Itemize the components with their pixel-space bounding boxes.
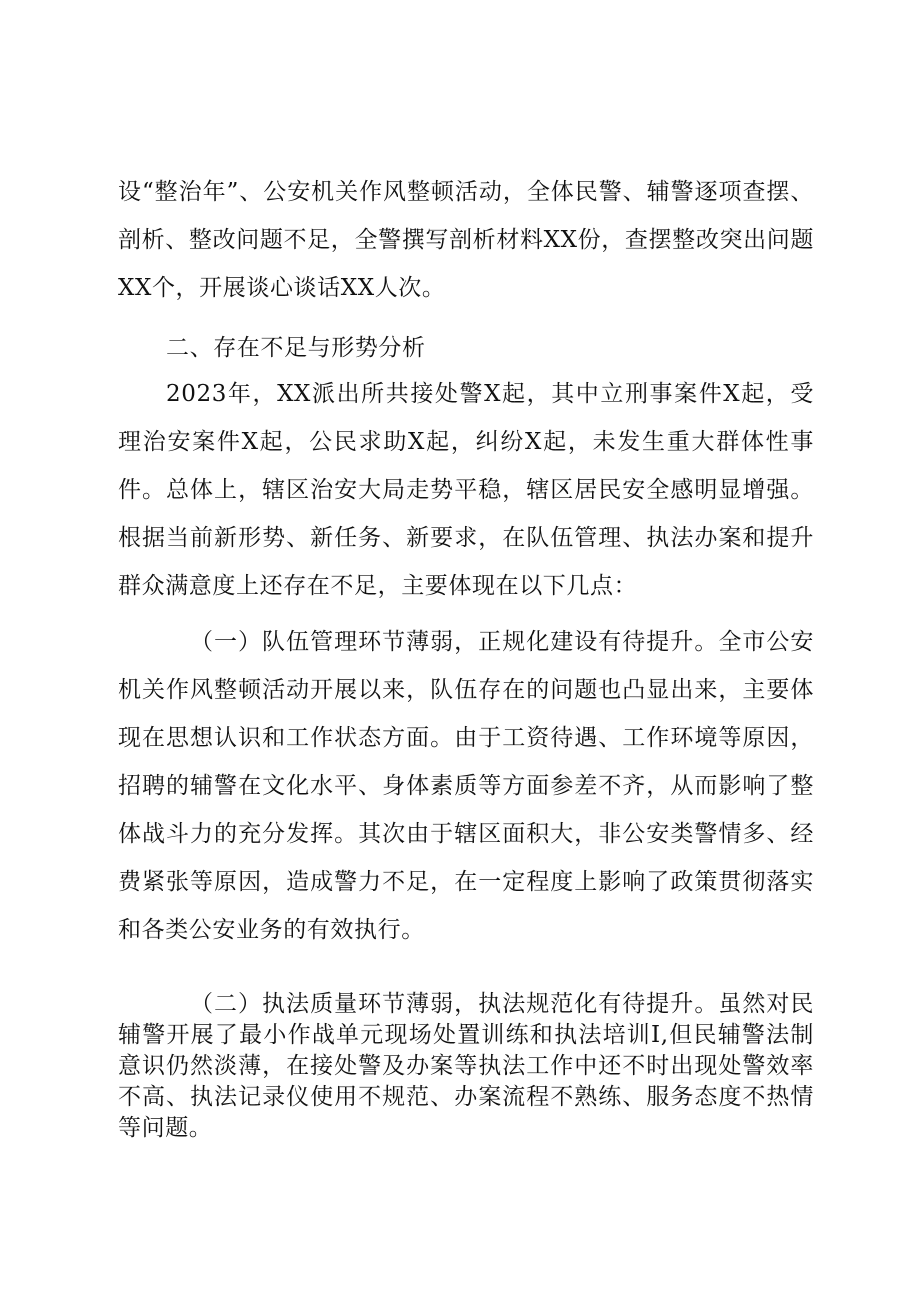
paragraph-law-enforcement-quality: （二）执法质量环节薄弱，执法规范化有待提升。虽然对民辅警开展了最小作战单元现场处置训练和执法培训I,但民辅警法制意识仍然淡薄，在接处警及办案等执法工作中还不时出现处警效率不高、执法记录仪使用不规范、办案流程不熟练、服务态度不热情等问题。 [118,991,814,1141]
paragraph-team-management: （一）队伍管理环节薄弱，正规化建设有待提升。全市公安机关作风整顿活动开展以来，队伍存在的问题也凸显出来，主要体现在思想认识和工作状态方面。由于工资待遇、工作环境等原因，招聘的辅警在文化水平、身体素质等方面参差不齐，从而影响了整体战斗力的充分发挥。其次由于辖区面积大，非公安类警情多、经费紧张等原因，造成警力不足，在一定程度上影响了政策贯彻落实和各类公安业务的有效执行。 [118,629,814,943]
section-heading: 二、存在不足与形势分析 [166,335,426,361]
paragraph-continuation: 设“整治年”、公安机关作风整顿活动，全体民警、辅警逐项查摆、剖析、整改问题不足，全警撰写剖析材料XX份，查摆整改突出问题XX个，开展谈心谈话XX人次。 [118,179,814,301]
paragraph-situation-overview: 2023年，XX派出所共接处警X起，其中立刑事案件X起，受理治安案件X起，公民求助X起，纠纷X起，未发生重大群体性事件。总体上，辖区治安大局走势平稳，辖区居民安全感明显增强。根据当前新形势、新任务、新要求，在队伍管理、执法办案和提升群众满意度上还存在不足，主要体现在以下几点： [118,381,814,599]
